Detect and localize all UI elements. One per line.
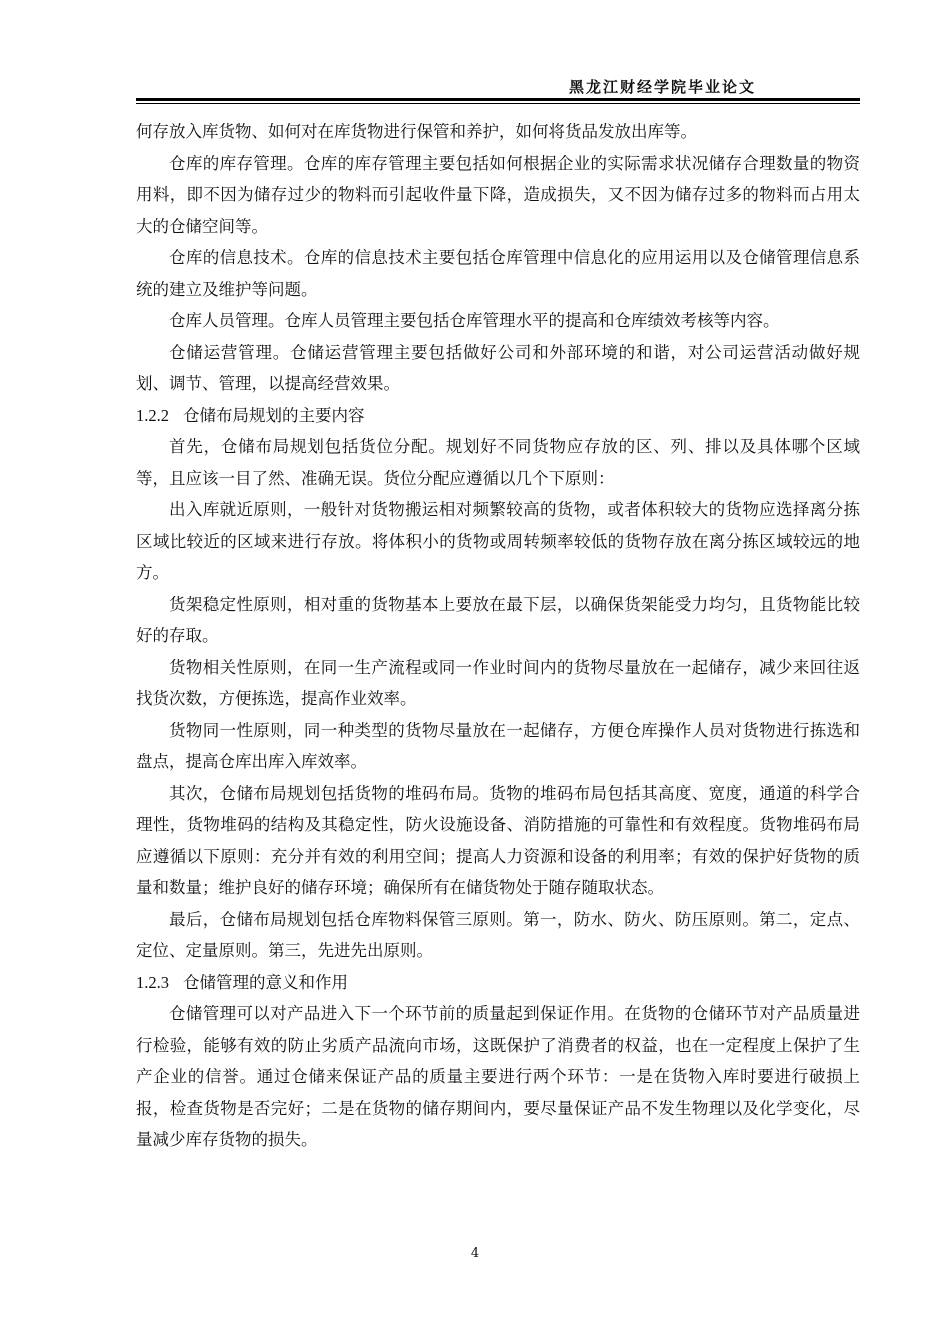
page-number: 4 [470, 1246, 480, 1261]
paragraph-stability-principle: 货架稳定性原则，相对重的货物基本上要放在最下层，以确保货架能受力均匀，且货物能比较好的存取。 [136, 594, 860, 645]
paragraph-stacking-layout: 其次，仓储布局规划包括货物的堆码布局。货物的堆码布局包括其高度、宽度，通道的科学合理性，货物堆码的结构及其稳定性，防火设施设备、消防措施的可靠性和有效程度。货物堆码布局应遵循以下原则：充分并有效的利用空间；提高人力资源和设备的利用率；有效的保护好货物的质量和数量；维护良好的储存环境；确保所有在储货物处于随存随取状态。 [136, 783, 860, 897]
header-rule-thick [136, 98, 860, 101]
body-text [136, 116, 860, 1156]
paragraph-uniformity-principle: 货物同一性原则，同一种类型的货物尽量放在一起储存，方便仓库操作人员对货物进行拣选和盘点，提高仓库出库入库效率。 [136, 720, 860, 771]
running-header: 黑龙江财经学院毕业论文 [568, 78, 756, 96]
paragraph-storage-principles: 最后，仓储布局规划包括仓库物料保管三原则。第一，防水、防火、防压原则。第二，定点、定位、定量原则。第三，先进先出原则。 [136, 909, 860, 960]
paragraph-continuation: 何存放入库货物、如何对在库货物进行保管和养护，如何将货品发放出库等。 [136, 122, 697, 141]
paragraph-information-technology: 仓库的信息技术。仓库的信息技术主要包括仓库管理中信息化的应用运用以及仓储管理信息系统的建立及维护等问题。 [136, 248, 860, 299]
section-heading-1-2-3 [136, 967, 860, 999]
section-heading-1-2-2 [136, 400, 860, 432]
paragraph-proximity-principle: 出入库就近原则，一般针对货物搬运相对频繁较高的货物，或者体积较大的货物应选择离分拣区域比较近的区域来进行存放。将体积小的货物或周转频率较低的货物存放在离分拣区域较远的地方。 [136, 500, 860, 582]
header-rule-thin [136, 103, 860, 104]
section-number: 1.2.2 [136, 405, 169, 425]
section-title: 仓储布局规划的主要内容 [183, 405, 365, 425]
paragraph-correlation-principle: 货物相关性原则，在同一生产流程或同一作业时间内的货物尽量放在一起储存，减少来回往返找货次数，方便拣选，提高作业效率。 [136, 657, 860, 708]
section-number: 1.2.3 [136, 972, 169, 992]
paragraph-significance: 仓储管理可以对产品进入下一个环节前的质量起到保证作用。在货物的仓储环节对产品质量进行检验，能够有效的防止劣质产品流向市场，这既保护了消费者的权益，也在一定程度上保护了生产企业的信誉。通过仓储来保证产品的质量主要进行两个环节：一是在货物入库时要进行破损上报，检查货物是否完好；二是在货物的储存期间内，要尽量保证产品不发生物理以及化学变化，尽量减少库存货物的损失。 [136, 1004, 860, 1149]
paragraph-personnel-management: 仓库人员管理。仓库人员管理主要包括仓库管理水平的提高和仓库绩效考核等内容。 [169, 311, 780, 330]
paragraph-slot-allocation: 首先，仓储布局规划包括货位分配。规划好不同货物应存放的区、列、排以及具体哪个区域等，且应该一目了然、准确无误。货位分配应遵循以几个下原则： [136, 437, 860, 488]
paragraph-inventory-management: 仓库的库存管理。仓库的库存管理主要包括如何根据企业的实际需求状况储存合理数量的物资用料，即不因为储存过少的物料而引起收件量下降，造成损失，又不因为储存过多的物料而占用太大的仓储空间等。 [136, 153, 860, 236]
paragraph-operations-management: 仓储运营管理。仓储运营管理主要包括做好公司和外部环境的和谐，对公司运营活动做好规划、调节、管理，以提高经营效果。 [136, 342, 860, 393]
section-title: 仓储管理的意义和作用 [183, 972, 348, 992]
